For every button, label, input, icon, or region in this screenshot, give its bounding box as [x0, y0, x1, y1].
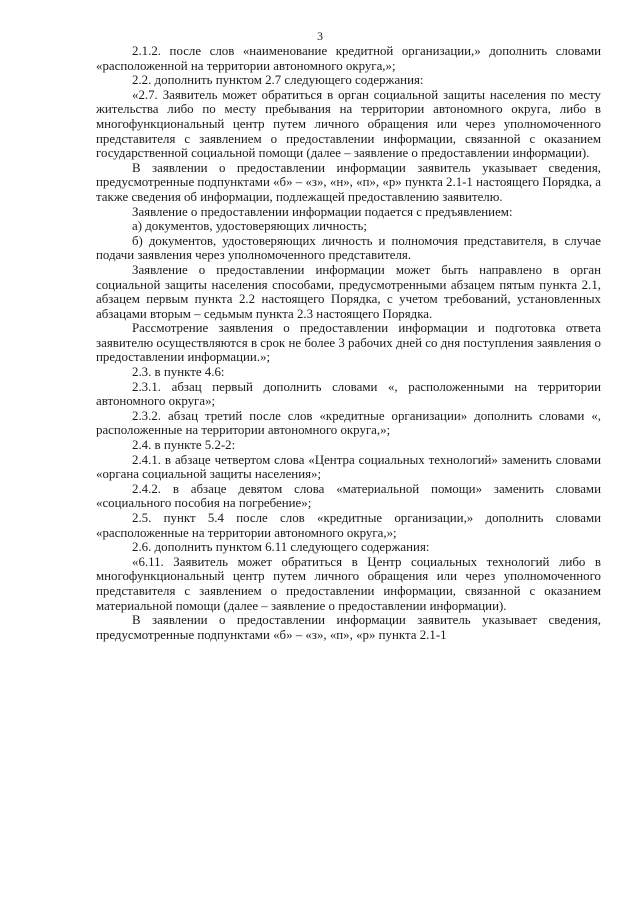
paragraph-2-5: 2.5. пункт 5.4 после слов «кредитные организации,» дополнить словами «расположенные на территории автономного округа,»;	[96, 511, 601, 540]
paragraph-2-3: 2.3. в пункте 4.6:	[132, 365, 225, 380]
document-body	[96, 44, 601, 642]
paragraph-6-11-quote: «6.11. Заявитель может обратиться в Центр социальных технологий либо в многофункциональный центр путем личного обращения или через уполномоченного представителя с заявлением о предоставлении информации, связанной с оказанием материальной помощи (далее – заявление о предоставлении информации).	[96, 554, 601, 613]
paragraph-2-2: 2.2. дополнить пунктом 2.7 следующего содержания:	[132, 73, 424, 88]
list-item-a: а) документов, удостоверяющих личность;	[132, 219, 367, 234]
paragraph-application-submission: Заявление о предоставлении информации подается с предъявлением:	[132, 204, 513, 219]
paragraph-application-contents: В заявлении о предоставлении информации заявитель указывает сведения, предусмотренные подпунктами «б» – «з», «н», «п», «р» пункта 2.1-1 настоящего Порядка, а также сведения об информации, подлежащей предоставлению заявителю.	[96, 160, 601, 204]
paragraph-review-deadline: Рассмотрение заявления о предоставлении информации и подготовка ответа заявителю осуществляются в срок не более 3 рабочих дней со дня поступления заявления о предоставлении информации.»;	[96, 321, 601, 365]
page-number: 3	[317, 29, 323, 43]
paragraph-2-4-1: 2.4.1. в абзаце четвертом слова «Центра социальных технологий» заменить словами «органа социальной защиты населения»;	[96, 452, 601, 482]
paragraph-2-1-2: 2.1.2. после слов «наименование кредитной организации,» дополнить словами «расположенной на территории автономного округа,»;	[96, 44, 601, 73]
paragraph-6-11-application-contents: В заявлении о предоставлении информации заявитель указывает сведения, предусмотренные подпунктами «б» – «з», «п», «р» пункта 2.1-1	[96, 613, 601, 642]
paragraph-2-7-quote: «2.7. Заявитель может обратиться в орган социальной защиты населения по месту жительства либо по месту пребывания на территории автономного округа, либо в многофункциональный центр путем личного обращения или через уполномоченного представителя с заявлением о предоставлении информации, связанной с оказанием государственной социальной помощи (далее – заявление о предоставлении информации).	[96, 87, 601, 161]
paragraph-2-4: 2.4. в пункте 5.2-2:	[132, 438, 236, 453]
paragraph-2-6: 2.6. дополнить пунктом 6.11 следующего содержания:	[132, 540, 430, 555]
paragraph-application-sending: Заявление о предоставлении информации может быть направлено в орган социальной защиты населения способами, предусмотренными абзацем пятым пункта 2.1, абзацем первым пункта 2.2 настоящего Порядка, с учетом требований, установленных абзацами вторым – седьмым пункта 2.3 настоящего Порядка.	[96, 262, 601, 321]
paragraph-2-3-2: 2.3.2. абзац третий после слов «кредитные организации» дополнить словами «, расположенные на территории автономного округа,»;	[96, 408, 601, 438]
paragraph-2-4-2: 2.4.2. в абзаце девятом слова «материальной помощи» заменить словами «социального пособия на погребение»;	[96, 481, 601, 511]
list-item-b: б) документов, удостоверяющих личность и полномочия представителя, в случае подачи заявления через уполномоченного представителя.	[96, 233, 601, 263]
paragraph-2-3-1: 2.3.1. абзац первый дополнить словами «, расположенными на территории автономного округа»;	[96, 379, 601, 409]
